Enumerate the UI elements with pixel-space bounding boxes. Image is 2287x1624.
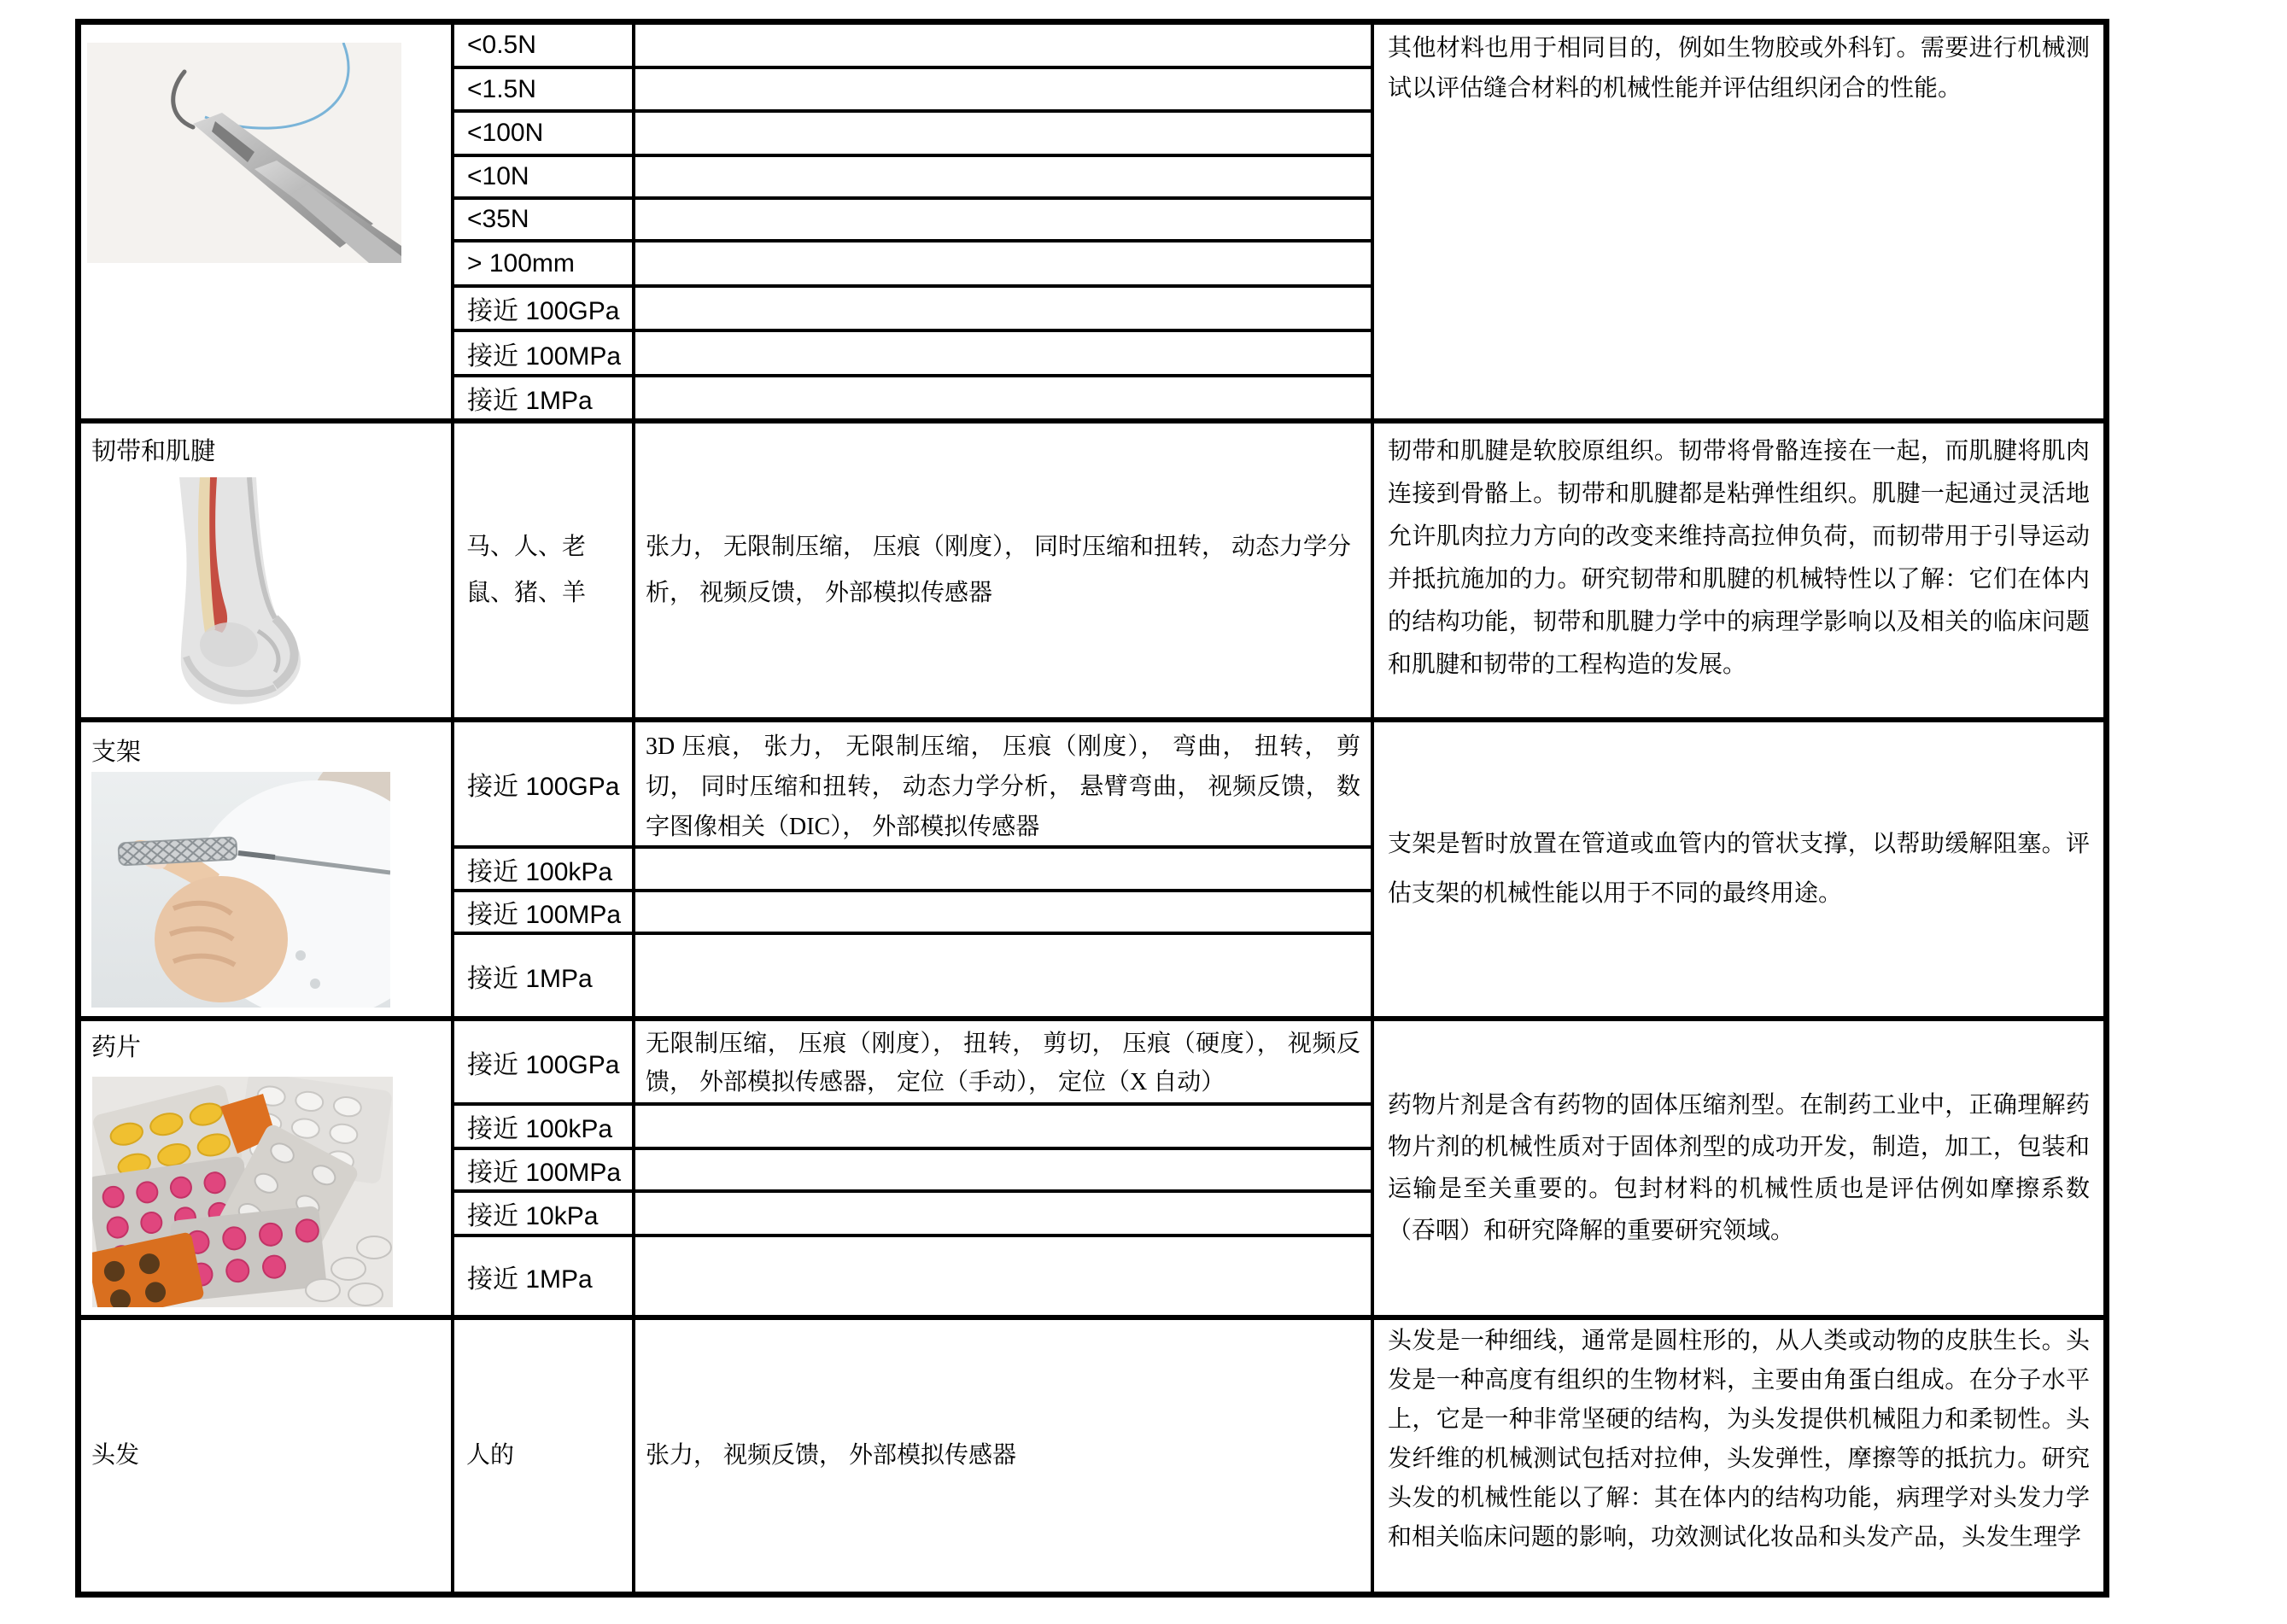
- suture-metric-cell: [453, 286, 634, 330]
- empty-cell: [634, 376, 1372, 420]
- suture-metric-cell: [453, 155, 634, 198]
- hair-description: 头发是一种细线，通常是圆柱形的，从人类或动物的皮肤生长。头发是一种高度有组织的生物材料，主要由角蛋白组成。在分子水平上，它是一种非常坚硬的结构，为头发提供机械阻力和柔韧性。头发纤维的机械测试包括对拉伸，头发弹性，摩擦等的抵抗力。研究头发的机械性能以了解：其在体内的结构功能，病理学对头发力学和相关临床问题的影响，功效测试化妆品和头发产品，头发生理学: [1388, 1328, 2090, 1551]
- ligaments-label: 韧带和肌腱: [91, 438, 216, 465]
- suture-metric-cell: [453, 198, 634, 241]
- suture-metric-cell: [453, 67, 634, 111]
- hair-description-cell: [1372, 1317, 2105, 1593]
- suture-metric-cell: [453, 376, 634, 420]
- stent-metric-cell: [453, 891, 634, 933]
- tablets-description-cell: [1372, 1018, 2105, 1317]
- stents-description: 支架是暂时放置在管道或血管内的管状支撑，以帮助缓解阻塞。评估支架的机械性能以用于不同的最终用途。: [1388, 831, 2090, 907]
- hair-label-cell: [79, 1317, 453, 1593]
- empty-cell: [634, 1191, 1372, 1236]
- stent-in-hand-photo: [91, 772, 390, 1008]
- hair-samples: 人的: [466, 1442, 515, 1469]
- ligaments-description: 韧带和肌腱是软胶原组织。韧带将骨骼连接在一起，而肌腱将肌肉连接到骨骼上。韧带和肌腱都是粘弹性组织。肌腱一起通过灵活地允许肌肉拉力方向的改变来维持高拉伸负荷，而韧带用于引导运动并抵抗施加的力。研究韧带和肌腱的机械特性以了解：它们在体内的结构功能，韧带和肌腱力学中的病理学影响以及相关的临床问题和肌腱和韧带的工程构造的发展。: [1388, 438, 2090, 678]
- metric-value: 接近 100MPa: [467, 342, 622, 371]
- stents-photo-cell: [79, 719, 453, 1018]
- hair-label: 头发: [91, 1442, 140, 1469]
- tablet-metric-cell: [453, 1104, 634, 1148]
- hair-tests: 张力， 视频反馈， 外部模拟传感器: [646, 1442, 1017, 1469]
- biomaterials-test-table: [75, 19, 2109, 1598]
- stent-metric-cell: [453, 719, 634, 847]
- empty-cell: [634, 1236, 1372, 1317]
- suture-metric-cell: [453, 23, 634, 67]
- empty-cell: [634, 933, 1372, 1018]
- metric-value: <0.5N: [467, 31, 536, 59]
- empty-cell: [634, 155, 1372, 198]
- metric-value: 接近 100GPa: [467, 1050, 620, 1079]
- stent-metric-cell: [453, 933, 634, 1018]
- hair-tests-cell: [634, 1317, 1372, 1593]
- ligaments-samples-cell: [453, 420, 634, 719]
- metric-value: <1.5N: [467, 74, 536, 103]
- metric-value: 接近 1MPa: [467, 387, 593, 415]
- tablets-label: 药片: [91, 1034, 142, 1061]
- empty-cell: [634, 23, 1372, 67]
- sutures-photo-cell: [79, 23, 453, 420]
- metric-value: 接近 1MPa: [467, 964, 593, 993]
- empty-cell: [634, 847, 1372, 891]
- metric-value: <10N: [467, 162, 529, 190]
- metric-value: <35N: [467, 205, 529, 233]
- ankle-anatomy-image: [147, 477, 323, 715]
- empty-cell: [634, 241, 1372, 286]
- empty-cell: [634, 111, 1372, 155]
- tablet-metric-cell: [453, 1148, 634, 1191]
- metric-value: 接近 10kPa: [467, 1202, 599, 1230]
- metric-value: 接近 100kPa: [467, 1115, 613, 1143]
- metric-value: 接近 100kPa: [467, 857, 613, 886]
- suture-needle-holder-photo: [87, 43, 401, 263]
- suture-metric-cell: [453, 111, 634, 155]
- tablets-tests: 无限制压缩， 压痕（刚度）， 扭转， 剪切， 压痕（硬度）， 视频反馈， 外部模拟传感器， 定位（手动）， 定位（X 自动）: [646, 1031, 1360, 1095]
- sutures-description: 其他材料也用于相同目的，例如生物胶或外科钉。需要进行机械测试以评估缝合材料的机械性能并评估组织闭合的性能。: [1388, 35, 2090, 102]
- ligaments-tests-cell: [634, 420, 1372, 719]
- tablet-metric-cell: [453, 1191, 634, 1236]
- pill-blister-packs-photo: [92, 1077, 393, 1307]
- ligaments-photo-cell: [79, 420, 453, 719]
- metric-value: 接近 100GPa: [467, 297, 620, 325]
- stent-metric-cell: [453, 847, 634, 891]
- stents-tests-cell: [634, 719, 1372, 847]
- empty-cell: [634, 67, 1372, 111]
- suture-metric-cell: [453, 330, 634, 376]
- ligaments-samples: 马、人、老鼠、猪、羊: [466, 534, 587, 606]
- empty-cell: [634, 330, 1372, 376]
- tablet-metric-cell: [453, 1018, 634, 1104]
- metric-value: > 100mm: [467, 248, 575, 277]
- ligaments-description-cell: [1372, 420, 2105, 719]
- suture-metric-cell: [453, 241, 634, 286]
- hair-samples-cell: [453, 1317, 634, 1593]
- tablets-tests-cell: [634, 1018, 1372, 1104]
- metric-value: 接近 1MPa: [467, 1265, 593, 1294]
- ligaments-tests: 张力， 无限制压缩， 压痕（刚度）， 同时压缩和扭转， 动态力学分析， 视频反馈， 外部模拟传感器: [646, 534, 1352, 606]
- metric-value: 接近 100GPa: [467, 773, 620, 801]
- tablets-description: 药物片剂是含有药物的固体压缩剂型。在制药工业中，正确理解药物片剂的机械性质对于固体剂型的成功开发，制造，加工，包装和运输是至关重要的。包封材料的机械性质也是评估例如摩擦系数（吞咽）和研究降解的重要研究领域。: [1388, 1092, 2090, 1244]
- empty-cell: [634, 891, 1372, 933]
- stents-label: 支架: [91, 739, 142, 766]
- tablet-metric-cell: [453, 1236, 634, 1317]
- empty-cell: [634, 198, 1372, 241]
- stents-description-cell: [1372, 719, 2105, 1018]
- metric-value: 接近 100MPa: [467, 1159, 622, 1187]
- stents-tests: 3D 压痕， 张力， 无限制压缩， 压痕（刚度）， 弯曲， 扭转， 剪切， 同时压缩和扭转， 动态力学分析， 悬臂弯曲， 视频反馈， 数字图像相关（DIC）， 外部模拟传感器: [646, 733, 1360, 840]
- empty-cell: [634, 286, 1372, 330]
- metric-value: <100N: [467, 119, 544, 147]
- empty-cell: [634, 1104, 1372, 1148]
- metric-value: 接近 100MPa: [467, 901, 622, 929]
- tablets-photo-cell: [79, 1018, 453, 1317]
- sutures-description-cell: [1372, 23, 2105, 420]
- empty-cell: [634, 1148, 1372, 1191]
